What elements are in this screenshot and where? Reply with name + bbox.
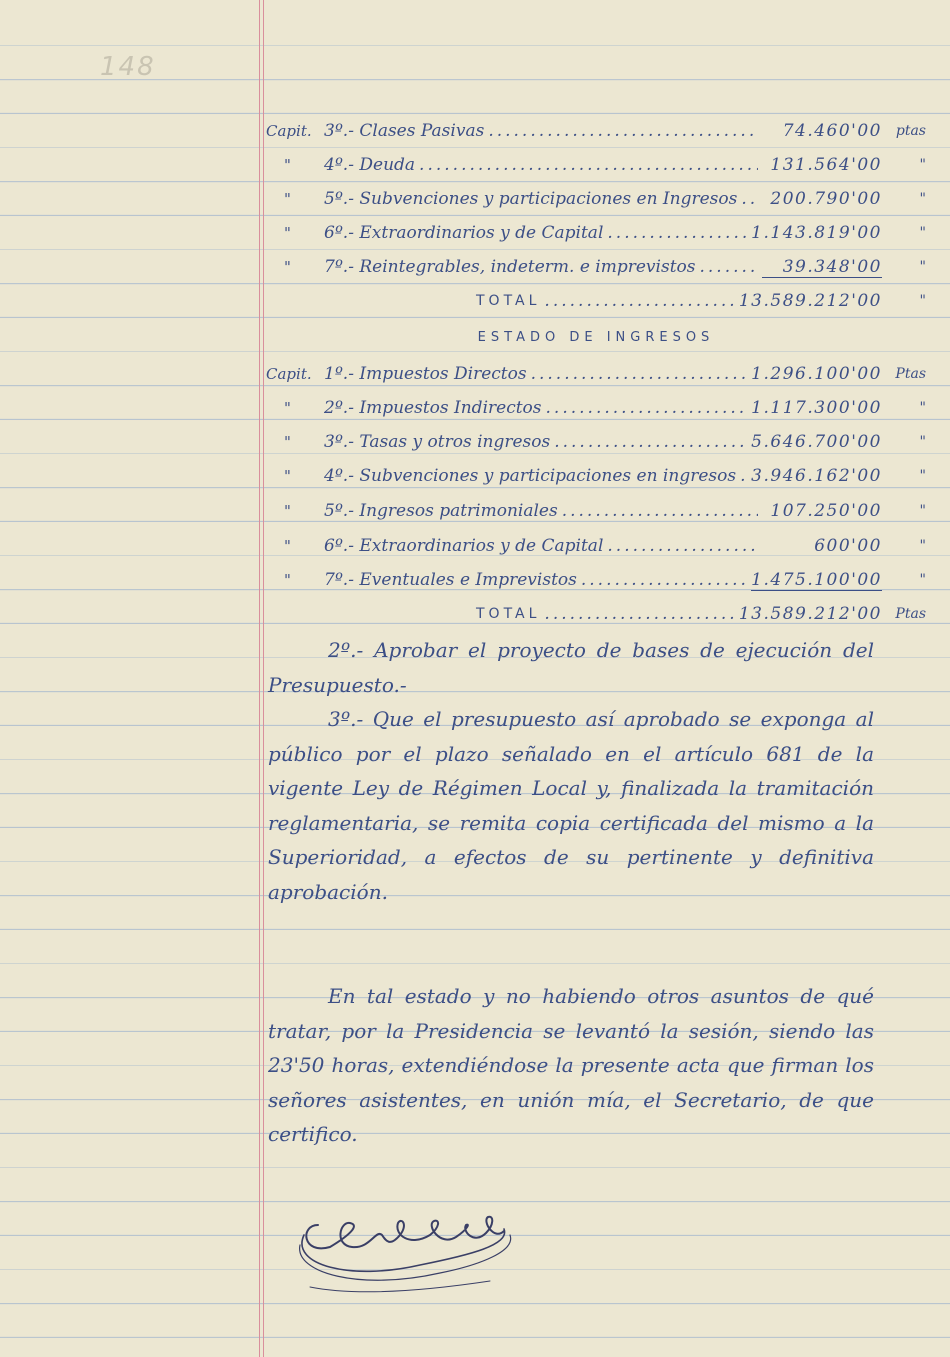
chapter-number: 6º.-: [324, 223, 354, 243]
chapter-number: 5º.-: [324, 501, 354, 521]
row-unit: Ptas: [895, 606, 926, 622]
chapter-number: 4º.-: [324, 466, 354, 486]
row-amount: 5.646.700'00: [751, 432, 882, 452]
leader-dots: [740, 466, 747, 486]
budget-row: [266, 425, 926, 459]
total-amount: 13.589.212'00: [738, 604, 882, 624]
leader-dots: [607, 223, 747, 243]
ditto-mark: ": [284, 258, 291, 276]
budget-row: [266, 529, 926, 563]
row-label: Subvenciones y participaciones en Ingresos: [359, 189, 738, 209]
row-label: Tasas y otros ingresos: [359, 432, 551, 452]
leader-dots: [531, 364, 748, 384]
budget-row: [266, 494, 926, 528]
row-amount: 3.946.162'00: [751, 466, 882, 486]
row-unit: ": [919, 225, 926, 241]
chapter-number: 5º.-: [324, 189, 354, 209]
row-amount: 107.250'00: [770, 501, 882, 521]
chapter-number: 2º.-: [324, 398, 354, 418]
budget-row: [266, 459, 926, 493]
row-label: Subvenciones y participaciones en ingresos: [359, 466, 737, 486]
chapter-number: 7º.-: [324, 570, 354, 590]
row-label: Extraordinarios y de Capital: [359, 536, 604, 556]
budget-row: [266, 391, 926, 425]
chapter-number: 3º.-: [324, 121, 354, 141]
chapter-number: 4º.-: [324, 155, 354, 175]
row-amount: 200.790'00: [770, 189, 882, 209]
row-amount: 1.296.100'00: [751, 364, 882, 384]
leader-dots: [544, 604, 734, 624]
closing-paragraph: En tal estado y no habiendo otros asuntos de qué tratar, por la Presidencia se levantó la sesión, siendo las 23'50 horas, extendiéndose la presente acta que firman los señores asistentes, en unión mía, el Secretario, de que certifico.: [268, 984, 874, 1147]
signature: [290, 1195, 520, 1305]
row-unit: ": [919, 400, 926, 416]
row-unit: ": [919, 538, 926, 554]
row-label: Extraordinarios y de Capital: [359, 223, 604, 243]
ditto-mark: ": [284, 502, 291, 520]
ditto-mark: ": [284, 467, 291, 485]
leader-dots: [554, 432, 747, 452]
leader-dots: [544, 291, 734, 311]
row-prefix: Capit.: [266, 122, 312, 140]
ditto-mark: ": [284, 399, 291, 417]
row-unit: ": [919, 157, 926, 173]
row-unit: ptas: [895, 123, 926, 139]
budget-row: [266, 250, 926, 284]
leader-dots: [488, 121, 758, 141]
row-label: Reintegrables, indeterm. e imprevistos: [359, 257, 696, 277]
row-amount: 1.143.819'00: [751, 223, 882, 243]
row-unit: Ptas: [895, 366, 926, 382]
row-unit: ": [919, 503, 926, 519]
row-amount: 1.117.300'00: [751, 398, 882, 418]
chapter-number: 3º.-: [324, 432, 354, 452]
row-unit: ": [919, 259, 926, 275]
row-label: Impuestos Directos: [359, 364, 527, 384]
row-label: Ingresos patrimoniales: [359, 501, 558, 521]
margin-line: [263, 0, 264, 1357]
row-unit: ": [919, 434, 926, 450]
chapter-number: 6º.-: [324, 536, 354, 556]
budget-row: [266, 182, 926, 216]
budget-row: [266, 148, 926, 182]
row-unit: ": [919, 572, 926, 588]
page-number: 148: [100, 52, 156, 82]
resolution-paragraph: 2º.- Aprobar el proyecto de bases de ejecución del Presupuesto.-: [268, 638, 874, 697]
leader-dots: [562, 501, 758, 521]
ditto-mark: ": [284, 156, 291, 174]
budget-row: [266, 563, 926, 597]
ditto-mark: ": [284, 537, 291, 555]
leader-dots: [419, 155, 758, 175]
ditto-mark: ": [284, 224, 291, 242]
row-unit: ": [919, 293, 926, 309]
total-amount: 13.589.212'00: [738, 291, 882, 311]
margin-line: [259, 0, 260, 1357]
ditto-mark: ": [284, 190, 291, 208]
leader-dots: [546, 398, 748, 418]
leader-dots: [581, 570, 747, 590]
total-row: [266, 284, 926, 318]
row-amount: 600'00: [814, 536, 882, 556]
ditto-mark: ": [284, 571, 291, 589]
budget-row: [266, 114, 926, 148]
section-heading: ESTADO DE INGRESOS: [477, 329, 715, 345]
total-label: TOTAL: [476, 606, 541, 622]
row-amount: 39.348'00: [762, 257, 882, 278]
row-unit: ": [919, 468, 926, 484]
row-unit: ": [919, 191, 926, 207]
chapter-number: 1º.-: [324, 364, 354, 384]
leader-dots: [741, 189, 758, 209]
resolution-paragraph: 3º.- Que el presupuesto así aprobado se exponga al público por el plazo señalado en el artículo 681 de la vigente Ley de Régimen Local y, finalizada la tramitación reglamentaria, se remita copia certificada del mismo a la Superioridad, a efectos de su pertinente y definitiva aprobación.: [268, 707, 874, 904]
row-label: Clases Pasivas: [359, 121, 485, 141]
row-label: Eventuales e Imprevistos: [359, 570, 577, 590]
total-row: [266, 597, 926, 631]
row-amount: 74.460'00: [782, 121, 882, 141]
budget-row: [266, 216, 926, 250]
row-amount: 131.564'00: [770, 155, 882, 175]
leader-dots: [607, 536, 758, 556]
chapter-number: 7º.-: [324, 257, 354, 277]
total-label: TOTAL: [476, 293, 541, 309]
leader-dots: [700, 257, 759, 277]
row-amount: 1.475.100'00: [751, 569, 882, 590]
budget-row: [266, 357, 926, 391]
row-label: Impuestos Indirectos: [359, 398, 542, 418]
row-label: Deuda: [359, 155, 416, 175]
ditto-mark: ": [284, 433, 291, 451]
row-prefix: Capit.: [266, 365, 312, 383]
